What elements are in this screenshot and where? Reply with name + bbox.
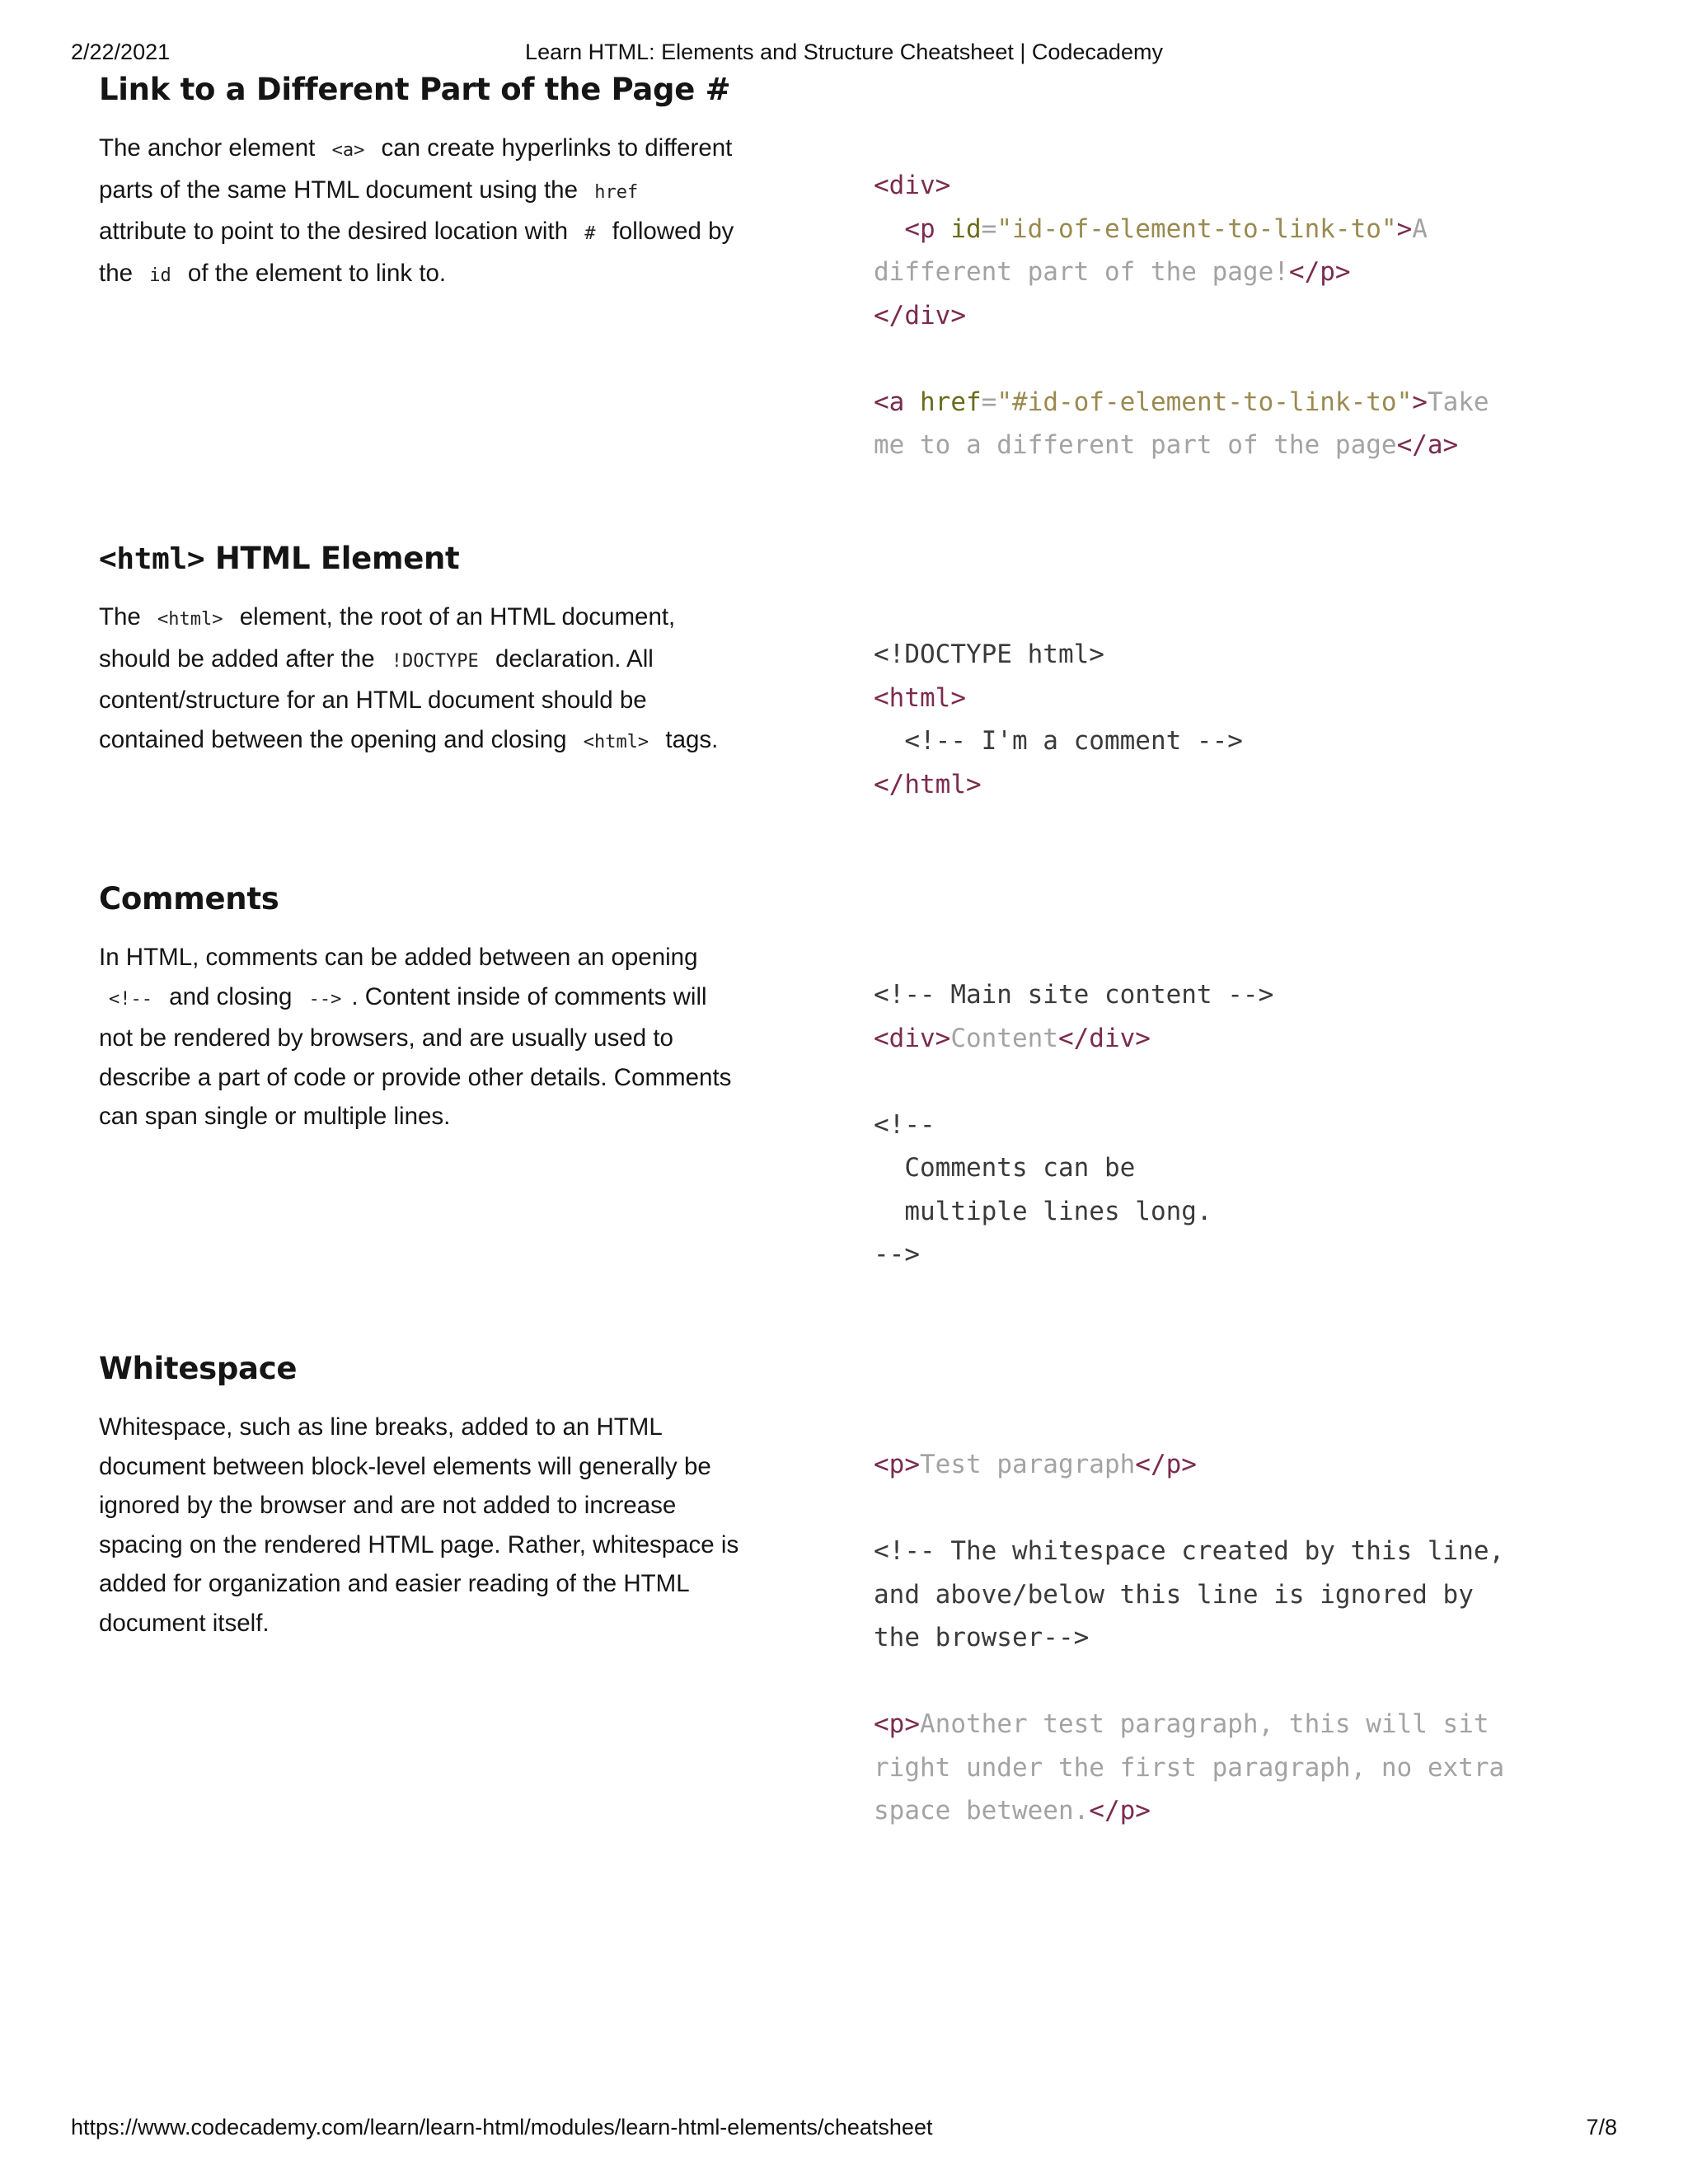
section-heading-html xyxy=(99,538,1550,580)
page-number: 7/8 xyxy=(1586,2115,1617,2139)
desc-text: tags. xyxy=(659,725,719,753)
section-heading-whitespace: Whitespace xyxy=(99,1351,298,1386)
section-heading-link: Link to a Different Part of the Page # xyxy=(99,72,731,107)
code-example-link: <div> <p id="id-of-element-to-link-to">A different part of the page!</p> </div> <a href="#id-of-element-to-link-to">Take me to a different part of the page</a> xyxy=(874,171,1489,460)
desc-text: Whitespace, such as line breaks, added to an HTML document between block-level elements will generally be ignored by the browser and are not added to increase spacing on the rendered HTML page. Rather, whitespace is added for organization and easier reading of the HTML document itself. xyxy=(99,1413,739,1637)
desc-text: attribute to point to the desired location with xyxy=(99,218,575,245)
desc-text: The xyxy=(99,603,148,630)
desc-text: of the element to link to. xyxy=(181,259,447,287)
print-footer xyxy=(71,2115,1617,2143)
inline-code-comment-close: --> xyxy=(308,988,342,1010)
inline-code-html: <html> xyxy=(583,731,649,752)
inline-code-a: <a> xyxy=(331,140,365,161)
print-date: 2/22/2021 xyxy=(71,40,171,64)
section-heading-comments: Comments xyxy=(99,881,279,916)
desc-text: followed by the xyxy=(99,218,734,287)
desc-text: In HTML, comments can be added between an opening xyxy=(99,944,698,971)
inline-code-hash: # xyxy=(584,223,596,244)
section-html-element xyxy=(99,538,1550,799)
desc-text: declaration. All content/structure for an HTML document should be contained between the opening and closing xyxy=(99,644,654,753)
section-link-to-part xyxy=(99,69,1550,460)
heading-code-html: <html> xyxy=(99,542,205,576)
heading-text-html: HTML Element xyxy=(204,541,460,576)
inline-code-href: href xyxy=(594,181,639,203)
code-example-html: <!DOCTYPE html> <html> <!-- I'm a comment --> </html> xyxy=(874,640,1243,799)
print-url: https://www.codecademy.com/learn/learn-html/modules/learn-html-elements/cheatsheet xyxy=(71,2115,933,2139)
section-description-html xyxy=(99,598,742,762)
section-description-comments xyxy=(99,938,742,1137)
print-title: Learn HTML: Elements and Structure Cheatsheet | Codecademy xyxy=(525,40,1163,64)
print-header xyxy=(71,40,1617,68)
desc-text: and closing xyxy=(162,982,299,1010)
section-comments xyxy=(99,879,1550,1269)
section-whitespace xyxy=(99,1348,1550,1825)
section-description-whitespace xyxy=(99,1408,742,1643)
inline-code-comment-open: <!-- xyxy=(109,988,152,1010)
code-example-comments: <!-- Main site content --> <div>Content</div> <!-- Comments can be multiple lines long. --> xyxy=(874,980,1274,1269)
desc-text: can create hyperlinks to different parts of the same HTML document using the xyxy=(99,134,733,204)
section-description-link xyxy=(99,129,742,295)
inline-code-html: <html> xyxy=(157,609,223,630)
inline-code-doctype: !DOCTYPE xyxy=(391,650,479,672)
desc-text: element, the root of an HTML document, should be added after the xyxy=(99,603,676,673)
code-example-whitespace: <p>Test paragraph</p> <!-- The whitespace created by this line, and above/below this line is ignored by the browser--> <p>Another test paragraph, this will sit right under the first paragraph, no extra space between.</p> xyxy=(874,1450,1505,1825)
desc-text: . Content inside of comments will not be rendered by browsers, and are usually used to describe a part of code or provide other details. Comments can span single or multiple lines. xyxy=(99,982,732,1130)
desc-text: The anchor element xyxy=(99,134,322,162)
inline-code-id: id xyxy=(149,265,171,286)
